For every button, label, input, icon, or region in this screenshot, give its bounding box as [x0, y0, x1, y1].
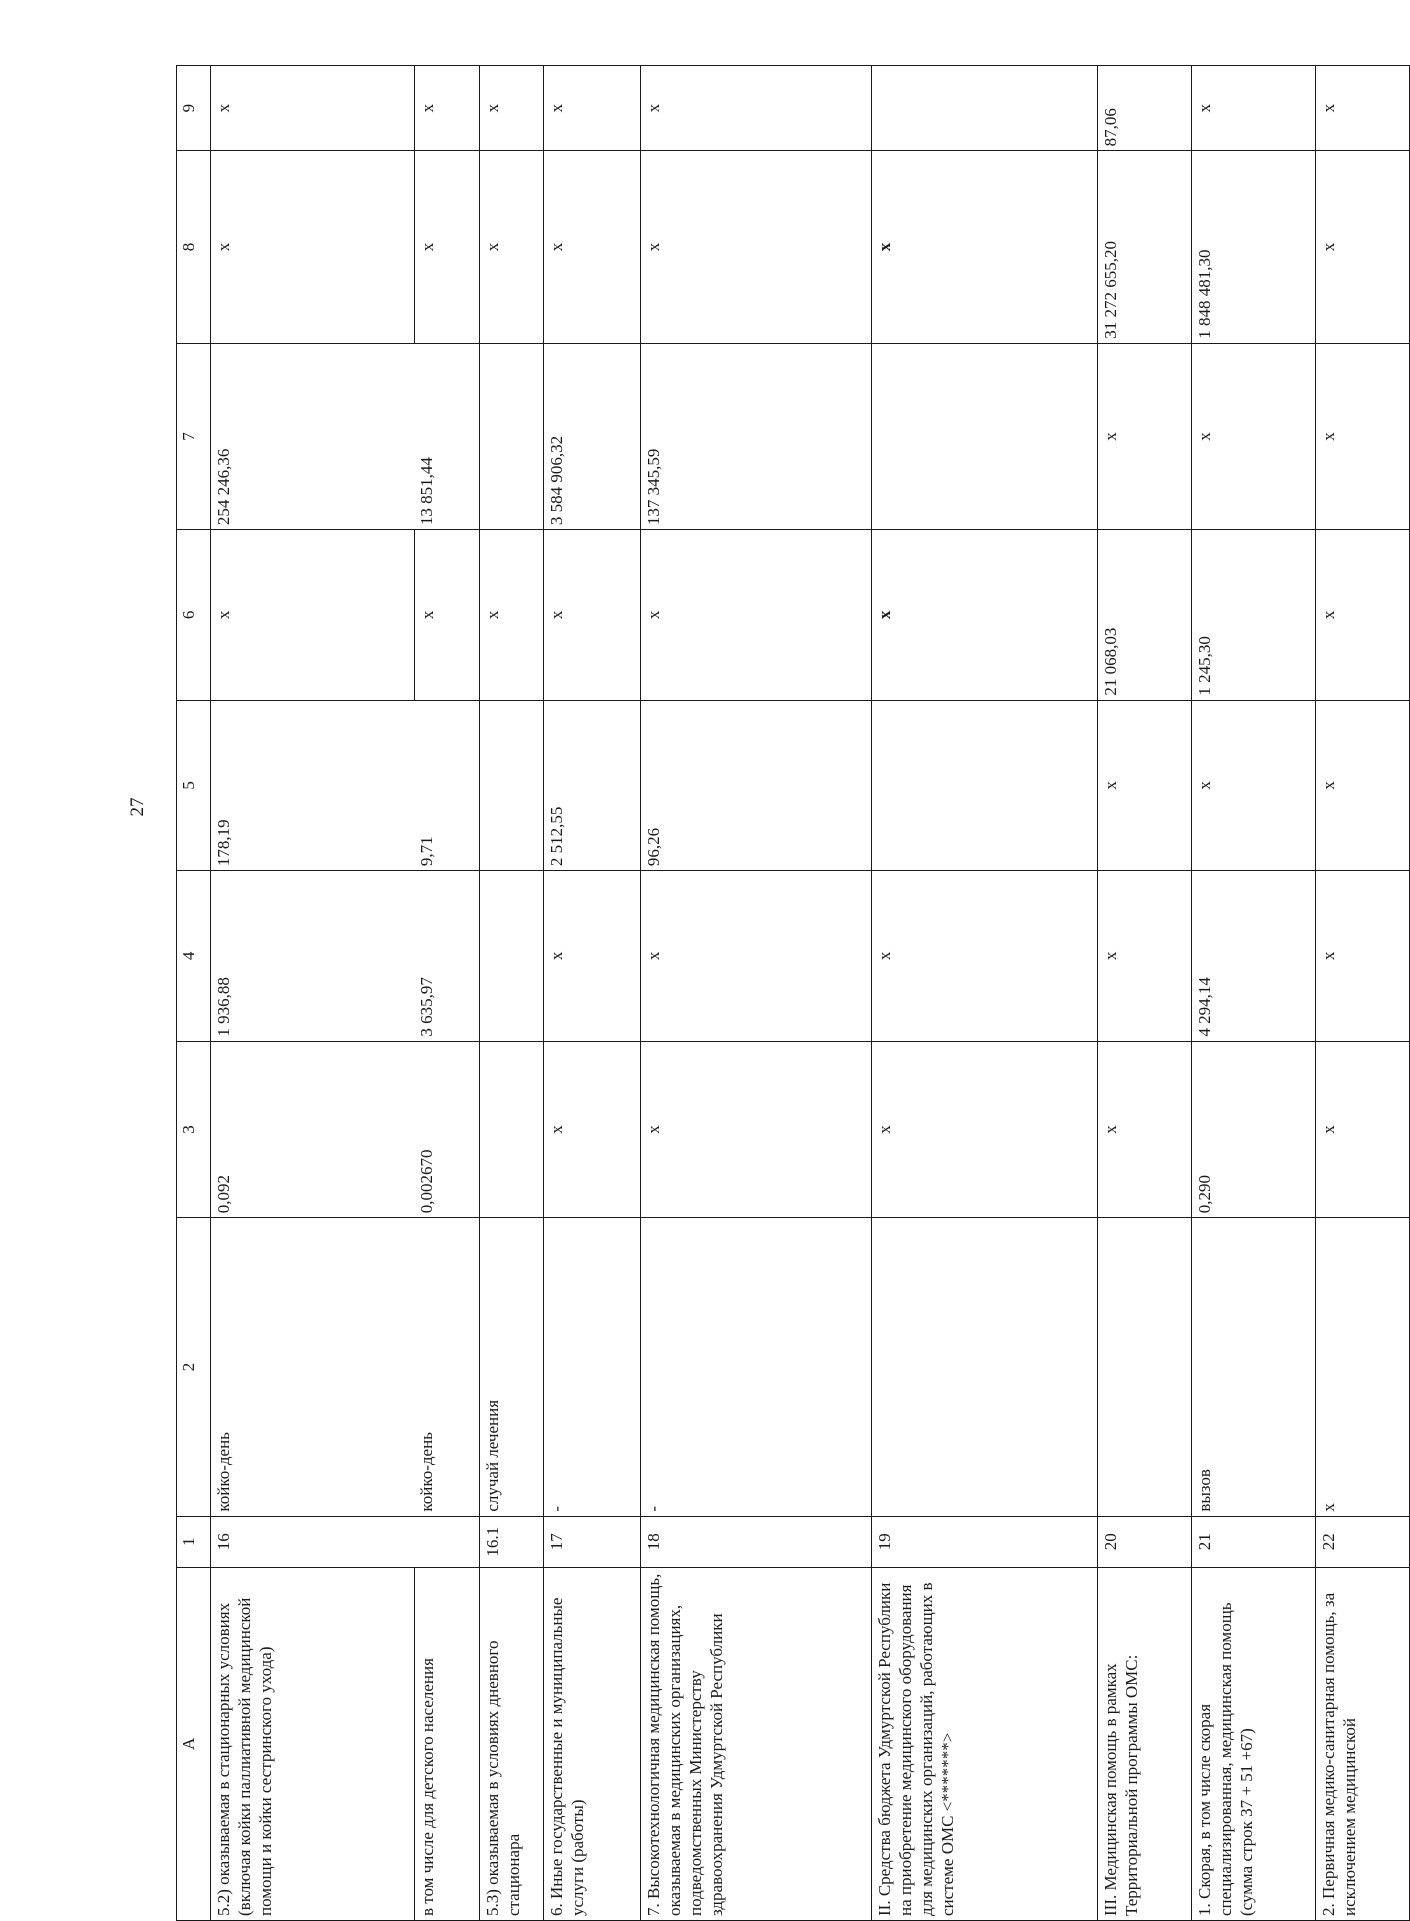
value-cell: [872, 700, 1098, 871]
table-row: [544, 66, 641, 1921]
value-cell: х: [872, 871, 1098, 1042]
value-cell: 2 512,55: [544, 700, 641, 871]
value-cell: х: [1098, 1041, 1192, 1218]
budget-table: [176, 65, 1410, 1921]
value-cell: 1 245,30: [1192, 530, 1316, 701]
value-cell: 9,71: [414, 700, 479, 871]
value-cell: 178,19: [210, 700, 414, 871]
value-cell: х: [210, 151, 414, 343]
value-cell: х: [544, 530, 641, 701]
value-cell: х: [872, 530, 1098, 701]
value-cell: х: [479, 530, 544, 701]
col-header-8: 8: [177, 151, 211, 343]
unit-cell: койко-день: [414, 1218, 479, 1516]
col-header-9: 9: [177, 66, 211, 151]
row-number: 19: [872, 1516, 1098, 1567]
value-cell: 4 294,14: [1192, 871, 1316, 1042]
value-cell: [872, 66, 1098, 151]
row-label: в том числе для детского населения: [414, 1567, 479, 1920]
value-cell: х: [479, 151, 544, 343]
col-header-5: 5: [177, 700, 211, 871]
value-cell: х: [1315, 151, 1409, 343]
row-label: 2. Первичная медико-санитарная помощь, за исключением медицинской: [1315, 1567, 1409, 1920]
table-row: [479, 66, 544, 1921]
col-header-1: 1: [177, 1516, 211, 1567]
value-cell: х: [544, 66, 641, 151]
row-label: 6. Иные государственные и муниципальные услуги (работы): [544, 1567, 641, 1920]
value-cell: [479, 343, 544, 529]
unit-cell: [1098, 1218, 1192, 1516]
row-number: 16.1: [479, 1516, 544, 1567]
page-number: 27: [127, 797, 148, 817]
value-cell: х: [414, 530, 479, 701]
value-cell: х: [1315, 700, 1409, 871]
value-cell: х: [414, 66, 479, 151]
value-cell: х: [414, 151, 479, 343]
row-number: [414, 1516, 479, 1567]
row-number: 16: [210, 1516, 414, 1567]
value-cell: [872, 343, 1098, 529]
row-label: II. Средства бюджета Удмуртской Республики на приобретение медицинского оборудования для медицинских организаций, работающих в системе ОМС <*******>: [872, 1567, 1098, 1920]
value-cell: х: [872, 151, 1098, 343]
value-cell: 87,06: [1098, 66, 1192, 151]
value-cell: 254 246,36: [210, 343, 414, 529]
rotated-table-wrapper: [176, 65, 1410, 1921]
value-cell: 3 635,97: [414, 871, 479, 1042]
value-cell: х: [1192, 343, 1316, 529]
table-row: [872, 66, 1098, 1921]
value-cell: [479, 871, 544, 1042]
value-cell: х: [1192, 66, 1316, 151]
row-label: 1. Скорая, в том числе скорая специализированная, медицинская помощь (сумма строк 37 + 51 +67): [1192, 1567, 1316, 1920]
row-label: 7. Высокотехнологичная медицинская помощь, оказываемая в медицинских организациях, подведомственных Министерству здравоохранения Удмуртской Республики: [640, 1567, 871, 1920]
value-cell: х: [640, 530, 871, 701]
row-label: 5.3) оказываемая в условиях дневного стационара: [479, 1567, 544, 1920]
value-cell: х: [479, 66, 544, 151]
value-cell: х: [544, 1041, 641, 1218]
value-cell: х: [1192, 700, 1316, 871]
value-cell: х: [1315, 1041, 1409, 1218]
value-cell: 21 068,03: [1098, 530, 1192, 701]
unit-cell: -: [640, 1218, 871, 1516]
header-row: [177, 66, 211, 1921]
value-cell: 13 851,44: [414, 343, 479, 529]
row-number: 17: [544, 1516, 641, 1567]
value-cell: х: [640, 151, 871, 343]
row-number: 21: [1192, 1516, 1316, 1567]
col-header-a: А: [177, 1567, 211, 1920]
value-cell: х: [210, 66, 414, 151]
table-row: [1098, 66, 1192, 1921]
unit-cell: койко-день: [210, 1218, 414, 1516]
row-number: 18: [640, 1516, 871, 1567]
value-cell: х: [1315, 66, 1409, 151]
unit-cell: вызов: [1192, 1218, 1316, 1516]
value-cell: 31 272 655,20: [1098, 151, 1192, 343]
value-cell: 1 848 481,30: [1192, 151, 1316, 343]
value-cell: х: [1315, 343, 1409, 529]
row-number: 20: [1098, 1516, 1192, 1567]
value-cell: х: [1315, 871, 1409, 1042]
value-cell: х: [1098, 700, 1192, 871]
value-cell: 3 584 906,32: [544, 343, 641, 529]
table-row: [414, 66, 479, 1921]
col-header-6: 6: [177, 530, 211, 701]
row-label: 5.2) оказываемая в стационарных условиях (включая койки паллиативной медицинской помощи и койки сестринского ухода): [210, 1567, 414, 1920]
value-cell: 1 936,88: [210, 871, 414, 1042]
value-cell: 137 345,59: [640, 343, 871, 529]
value-cell: х: [640, 66, 871, 151]
row-label: III. Медицинская помощь в рамках Территориальной программы ОМС:: [1098, 1567, 1192, 1920]
unit-cell: случай лечения: [479, 1218, 544, 1516]
value-cell: х: [544, 151, 641, 343]
col-header-4: 4: [177, 871, 211, 1042]
value-cell: х: [1098, 871, 1192, 1042]
value-cell: х: [210, 530, 414, 701]
value-cell: [479, 1041, 544, 1218]
table-row: [640, 66, 871, 1921]
unit-cell: [872, 1218, 1098, 1516]
unit-cell: х: [1315, 1218, 1409, 1516]
value-cell: 0,092: [210, 1041, 414, 1218]
value-cell: х: [1098, 343, 1192, 529]
row-number: 22: [1315, 1516, 1409, 1567]
unit-cell: -: [544, 1218, 641, 1516]
value-cell: 0,290: [1192, 1041, 1316, 1218]
table-row: [1315, 66, 1409, 1921]
value-cell: х: [640, 1041, 871, 1218]
value-cell: х: [872, 1041, 1098, 1218]
col-header-7: 7: [177, 343, 211, 529]
table-row: [1192, 66, 1316, 1921]
col-header-2: 2: [177, 1218, 211, 1516]
table-row: [210, 66, 414, 1921]
value-cell: [479, 700, 544, 871]
col-header-3: 3: [177, 1041, 211, 1218]
value-cell: х: [544, 871, 641, 1042]
value-cell: 0,002670: [414, 1041, 479, 1218]
value-cell: х: [1315, 530, 1409, 701]
value-cell: 96,26: [640, 700, 871, 871]
value-cell: х: [640, 871, 871, 1042]
